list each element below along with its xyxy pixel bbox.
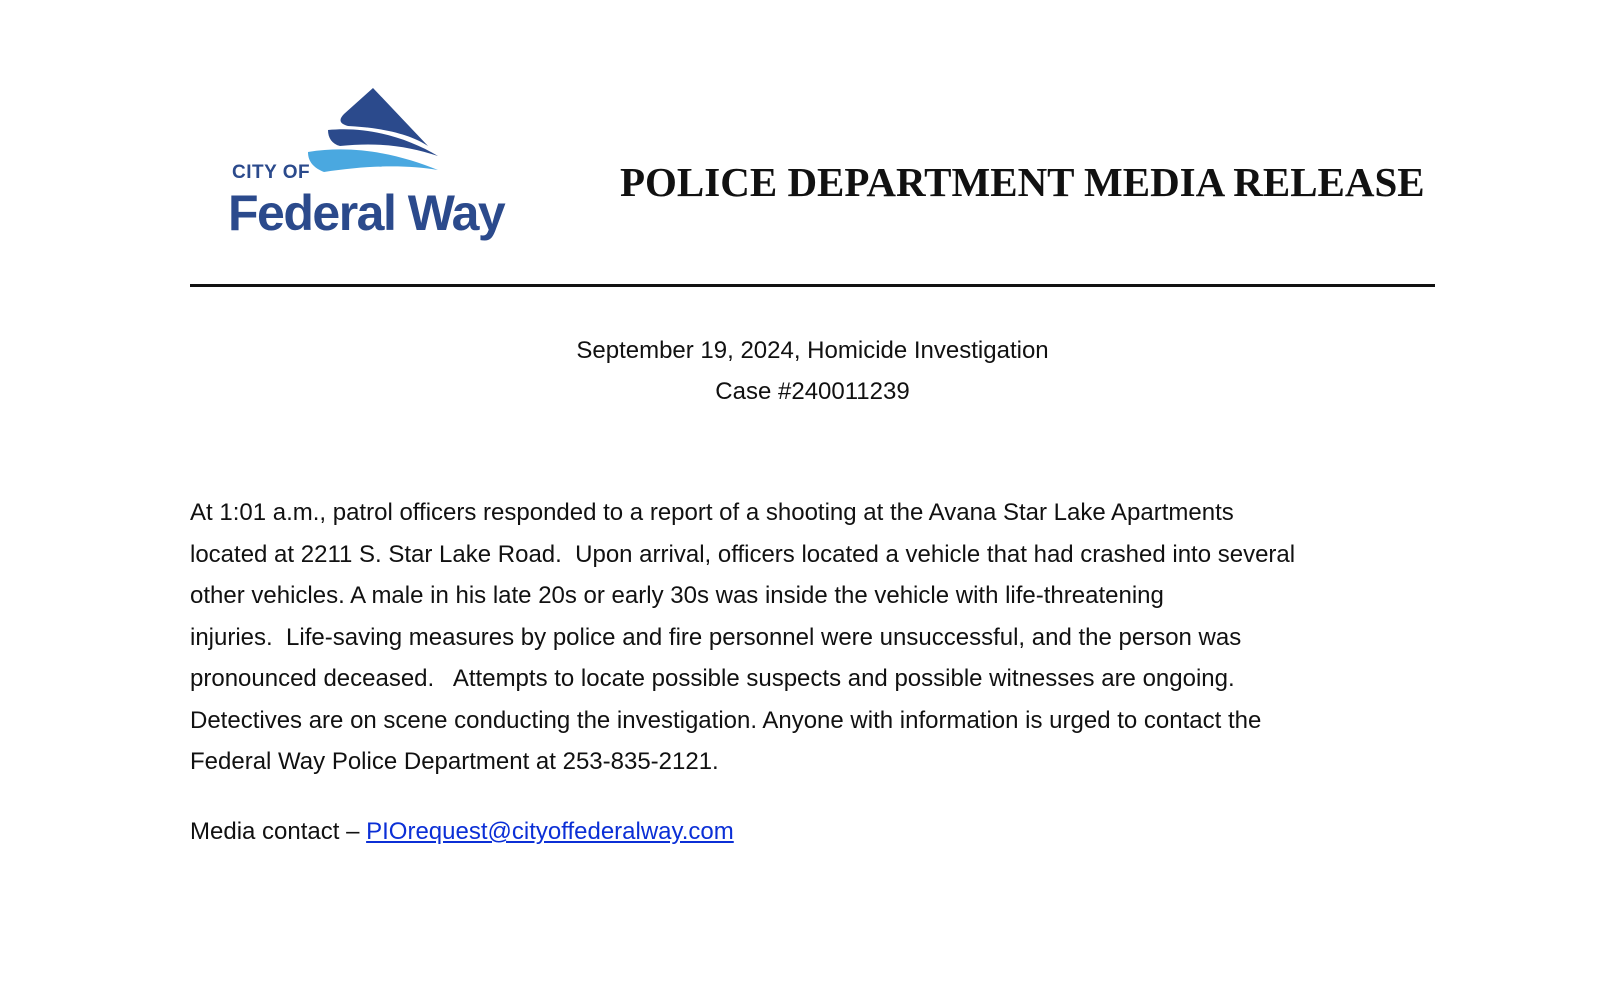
- header-divider: [190, 284, 1435, 287]
- media-contact-label: Media contact –: [190, 818, 367, 845]
- page-title: POLICE DEPARTMENT MEDIA RELEASE: [620, 159, 1425, 205]
- dateline-case-number: Case #240011239: [715, 378, 910, 405]
- body-line: Detectives are on scene conducting the investigation. Anyone with information is urged to contact the: [190, 706, 1262, 734]
- city-logo: [228, 86, 528, 246]
- dateline: [190, 330, 1435, 412]
- media-contact: [190, 811, 734, 852]
- release-body: [190, 492, 1435, 783]
- media-contact-email-link[interactable]: PIOrequest@cityoffederalway.com: [366, 818, 734, 845]
- logo-federal-way-text: Federal Way: [228, 185, 505, 241]
- logo-city-of-text: CITY OF: [232, 162, 311, 183]
- dateline-date-subject: September 19, 2024, Homicide Investigation: [576, 337, 1049, 364]
- body-line: located at 2211 S. Star Lake Road. Upon arrival, officers located a vehicle that had crashed into several: [190, 540, 1296, 568]
- body-line: other vehicles. A male in his late 20s or early 30s was inside the vehicle with life-threatening: [190, 582, 1164, 609]
- body-line: Federal Way Police Department at 253-835-2121.: [190, 748, 719, 775]
- body-line: injuries. Life-saving measures by police and fire personnel were unsuccessful, and the person was: [190, 623, 1242, 651]
- body-line: At 1:01 a.m., patrol officers responded to a report of a shooting at the Avana Star Lake Apartments: [190, 499, 1234, 526]
- body-line: pronounced deceased. Attempts to locate possible suspects and possible witnesses are ongoing.: [190, 665, 1235, 692]
